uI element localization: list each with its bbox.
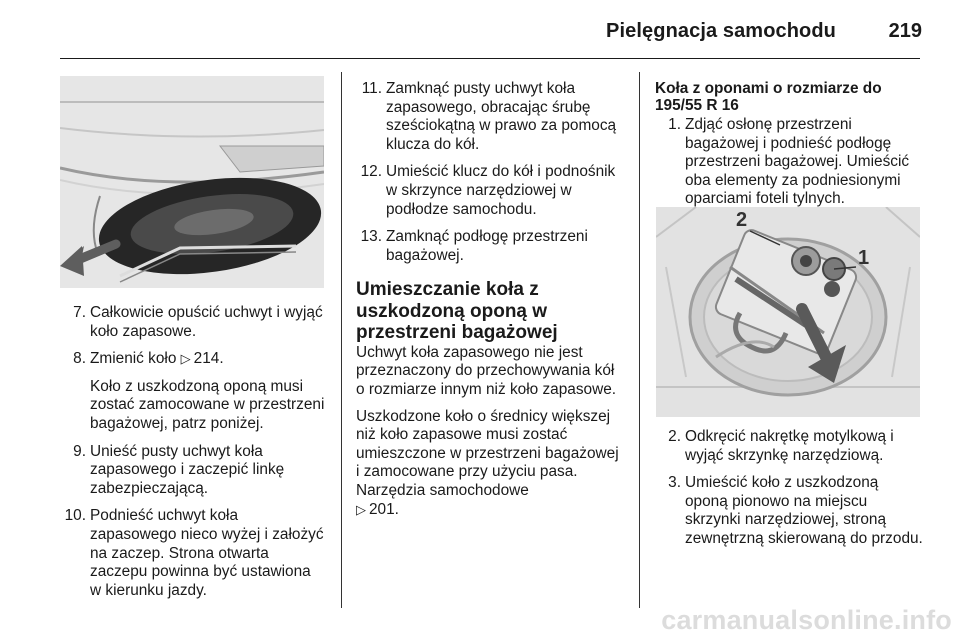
- step-13: [356, 228, 624, 265]
- step-2: [655, 428, 925, 465]
- step-number: 1.: [668, 116, 681, 133]
- step-3: [655, 474, 925, 548]
- illustration-spare-wheel-lowered: [60, 76, 324, 288]
- middle-column: [356, 80, 624, 527]
- paragraph: Uchwyt koła zapasowego nie jest przeznaczony do przechowywania kół o rozmiarze innym niż koło zapasowe.: [356, 343, 617, 399]
- step-note: Koło z uszkodzoną oponą musi zostać zamocowane w przestrzeni bagażowej, patrz poniżej.: [90, 377, 325, 432]
- page-reference-link[interactable]: 201.: [369, 500, 399, 518]
- page-title: Pielęgnacja samochodu: [606, 20, 836, 42]
- step-12: [356, 163, 624, 219]
- left-column: [60, 304, 326, 609]
- page-reference-link[interactable]: 214.: [193, 350, 224, 368]
- spare-wheel-drawing: [60, 76, 324, 288]
- step-number: 3.: [668, 474, 681, 492]
- step-number: 13.: [360, 228, 382, 246]
- step-8: [60, 350, 326, 433]
- sub-heading: Koła z oponami o rozmiarze do 195/55 R 16: [655, 80, 882, 114]
- step-number: 10.: [64, 507, 86, 525]
- arrow-reference-icon: ▷: [180, 351, 191, 367]
- step-1: [655, 116, 925, 209]
- figure-label-1: 1: [858, 247, 870, 269]
- illustration-tool-box: [656, 207, 920, 417]
- step-number: 7.: [73, 304, 86, 321]
- page-header: [0, 0, 960, 60]
- step-number: 12.: [360, 163, 382, 181]
- step-number: 9.: [73, 442, 86, 460]
- step-text: Umieścić koło z uszkodzoną oponą pionowo na miejscu skrzynki narzędziowej, stroną zewnętrzną skierowaną do przodu.: [685, 474, 923, 547]
- step-7: [60, 304, 326, 341]
- step-11: [356, 80, 624, 154]
- step-text: Unieść pusty uchwyt koła zapasowego i zaczepić linkę zabezpieczającą.: [90, 442, 285, 497]
- step-text: Umieścić klucz do kół i podnośnik w skrzynce narzędziowej w podłodze samochodu.: [386, 163, 616, 218]
- paragraph: Uszkodzone koło o średnicy większej niż koło zapasowe musi zostać umieszczone w przestrzeni bagażowej i zamocowane przy użyciu pasa. Narzędzia samochodowe ▷ 201.: [356, 407, 619, 518]
- step-text: Zmienić koło ▷ 214.: [90, 350, 224, 368]
- watermark: carmanualsonline.info: [661, 605, 952, 635]
- step-text: Zamknąć podłogę przestrzeni bagażowej.: [386, 228, 588, 264]
- step-text: Zamknąć pusty uchwyt koła zapasowego, obracając śrubę sześciokątną w prawo za pomocą klucza do kół.: [386, 80, 617, 153]
- column-divider-left: [341, 72, 342, 608]
- step-text: Zdjąć osłonę przestrzeni bagażowej i podnieść podłogę przestrzeni bagażowej. Umieścić oba elementy za podniesionymi oparciami foteli tylnych.: [685, 116, 910, 208]
- header-rule: [60, 58, 920, 59]
- step-number: 2.: [668, 428, 681, 445]
- column-divider-right: [639, 72, 640, 608]
- section-heading: Umieszczanie koła z uszkodzoną oponą w przestrzeni bagażowej: [356, 279, 558, 344]
- step-number: 8.: [73, 350, 86, 368]
- step-9: [60, 443, 326, 499]
- step-10: [60, 507, 326, 600]
- arrow-reference-icon: ▷: [356, 501, 366, 517]
- right-column-lower: [655, 428, 925, 558]
- tool-box-drawing: [656, 207, 920, 417]
- right-column: [655, 80, 925, 218]
- step-text: Podnieść uchwyt koła zapasowego nieco wyżej i założyć na zaczep. Strona otwarta zaczepu powinna być ustawiona w kierunku jazdy.: [90, 507, 324, 599]
- step-text: Odkręcić nakrętkę motylkową i wyjąć skrzynkę narzędziową.: [685, 428, 894, 464]
- step-text: Całkowicie opuścić uchwyt i wyjąć koło zapasowe.: [90, 304, 323, 340]
- figure-label-2: 2: [736, 209, 748, 231]
- step-number: 11.: [361, 80, 382, 97]
- page-number: 219: [888, 20, 922, 42]
